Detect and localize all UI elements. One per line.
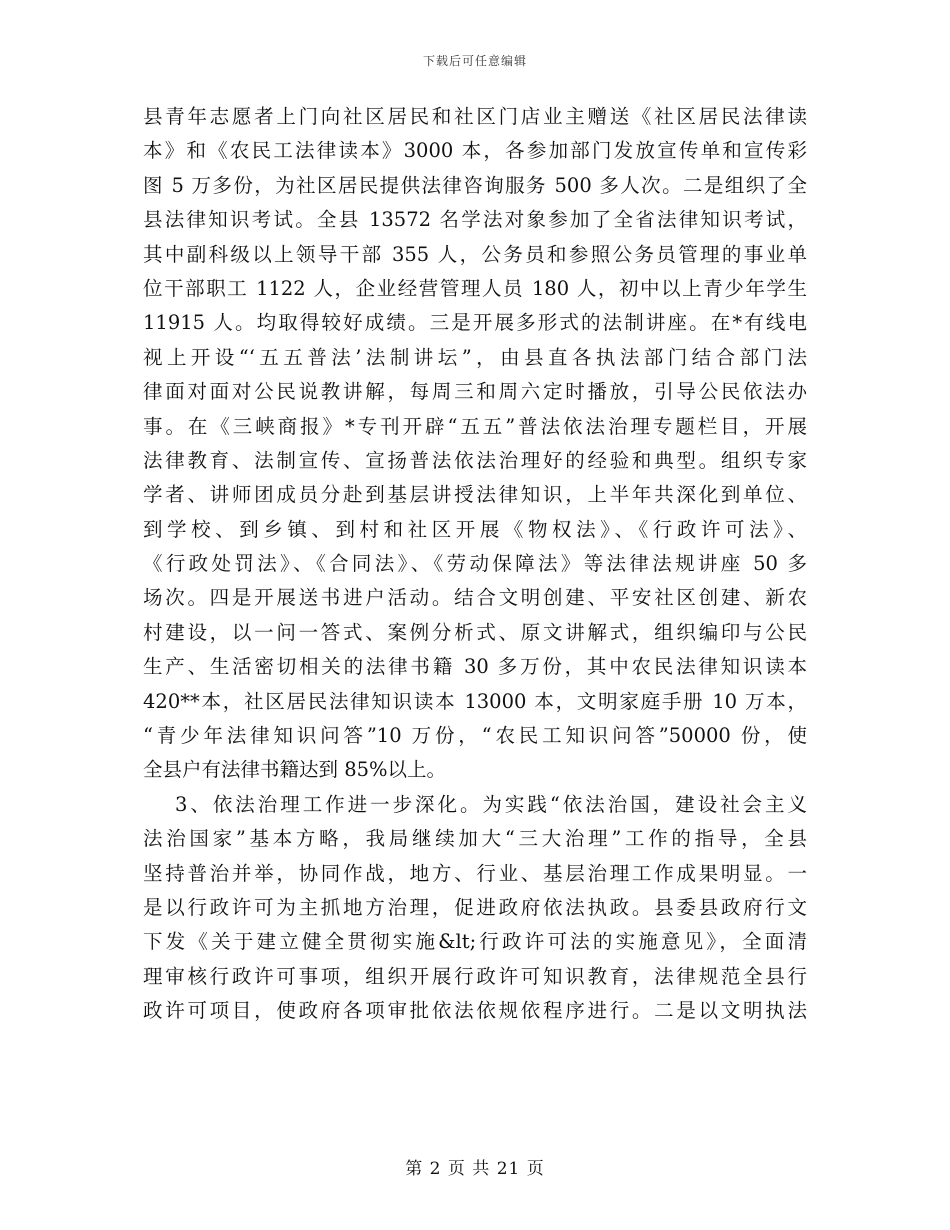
body-line: 其中副科级以上领导干部 355 人，公务员和参照公务员管理的事业单 — [143, 242, 807, 266]
body-line: 事。在《三峡商报》*专刊开辟“五五”普法依法治理专题栏目，开展 — [143, 414, 807, 438]
body-line: 《行政处罚法》、《合同法》、《劳动保障法》等法律法规讲座 50 多 — [143, 552, 807, 576]
body-line: 政许可项目，使政府各项审批依法依规依程序进行。二是以文明执法 — [143, 999, 807, 1023]
body-line: 3、依法治理工作进一步深化。为实践“依法治国，建设社会主义 — [175, 792, 807, 816]
body-line: 11915 人。均取得较好成绩。三是开展多形式的法制讲座。在*有线电 — [143, 311, 807, 335]
page-footer: 第 2 页 共 21 页 — [405, 1159, 545, 1179]
body-line: 420**本，社区居民法律知识读本 13000 本，文明家庭手册 10 万本， — [143, 689, 807, 713]
body-line: 全县户有法律书籍达到 85%以上。 — [143, 758, 447, 782]
body-line: 坚持普治并举，协同作战，地方、行业、基层治理工作成果明显。一 — [143, 861, 807, 885]
document-body — [143, 100, 807, 1029]
body-line: 法治国家”基本方略，我局继续加大“三大治理”工作的指导，全县 — [143, 827, 807, 851]
page-header: 下载后可任意编辑 — [422, 54, 527, 68]
body-line: 本》和《农民工法律读本》3000 本，各参加部门发放宣传单和宣传彩 — [143, 139, 807, 163]
body-line: 律面对面对公民说教讲解，每周三和周六定时播放，引导公民依法办 — [143, 380, 807, 404]
body-line: 县青年志愿者上门向社区居民和社区门店业主赠送《社区居民法律读 — [143, 105, 807, 128]
body-line: 到学校、到乡镇、到村和社区开展《物权法》、《行政许可法》、 — [143, 517, 807, 541]
body-line: 法律教育、法制宣传、宣扬普法依法治理好的经验和典型。组织专家 — [143, 448, 807, 472]
body-line: 生产、生活密切相关的法律书籍 30 多万份，其中农民法律知识读本 — [143, 655, 807, 679]
body-line: 是以行政许可为主抓地方治理，促进政府依法执政。县委县政府行文 — [143, 895, 807, 919]
body-line: 理审核行政许可事项，组织开展行政许可知识教育，法律规范全县行 — [143, 964, 807, 988]
body-line: 县法律知识考试。全县 13572 名学法对象参加了全省法律知识考试， — [143, 208, 807, 232]
body-line: 位干部职工 1122 人，企业经营管理人员 180 人，初中以上青少年学生 — [143, 276, 807, 300]
body-line: 学者、讲师团成员分赴到基层讲授法律知识，上半年共深化到单位、 — [143, 483, 807, 507]
body-line: 视上开设“‘五五普法’法制讲坛”，由县直各执法部门结合部门法 — [143, 345, 807, 369]
body-line: 下发《关于建立健全贯彻实施&lt;行政许可法的实施意见》，全面清 — [143, 930, 807, 954]
body-line: 村建设，以一问一答式、案例分析式、原文讲解式，组织编印与公民 — [143, 620, 807, 644]
body-line: “青少年法律知识问答”10 万份，“农民工知识问答”50000 份，使 — [143, 724, 807, 748]
body-line: 场次。四是开展送书进户活动。结合文明创建、平安社区创建、新农 — [143, 586, 807, 610]
body-line: 图 5 万多份，为社区居民提供法律咨询服务 500 多人次。二是组织了全 — [143, 173, 807, 197]
